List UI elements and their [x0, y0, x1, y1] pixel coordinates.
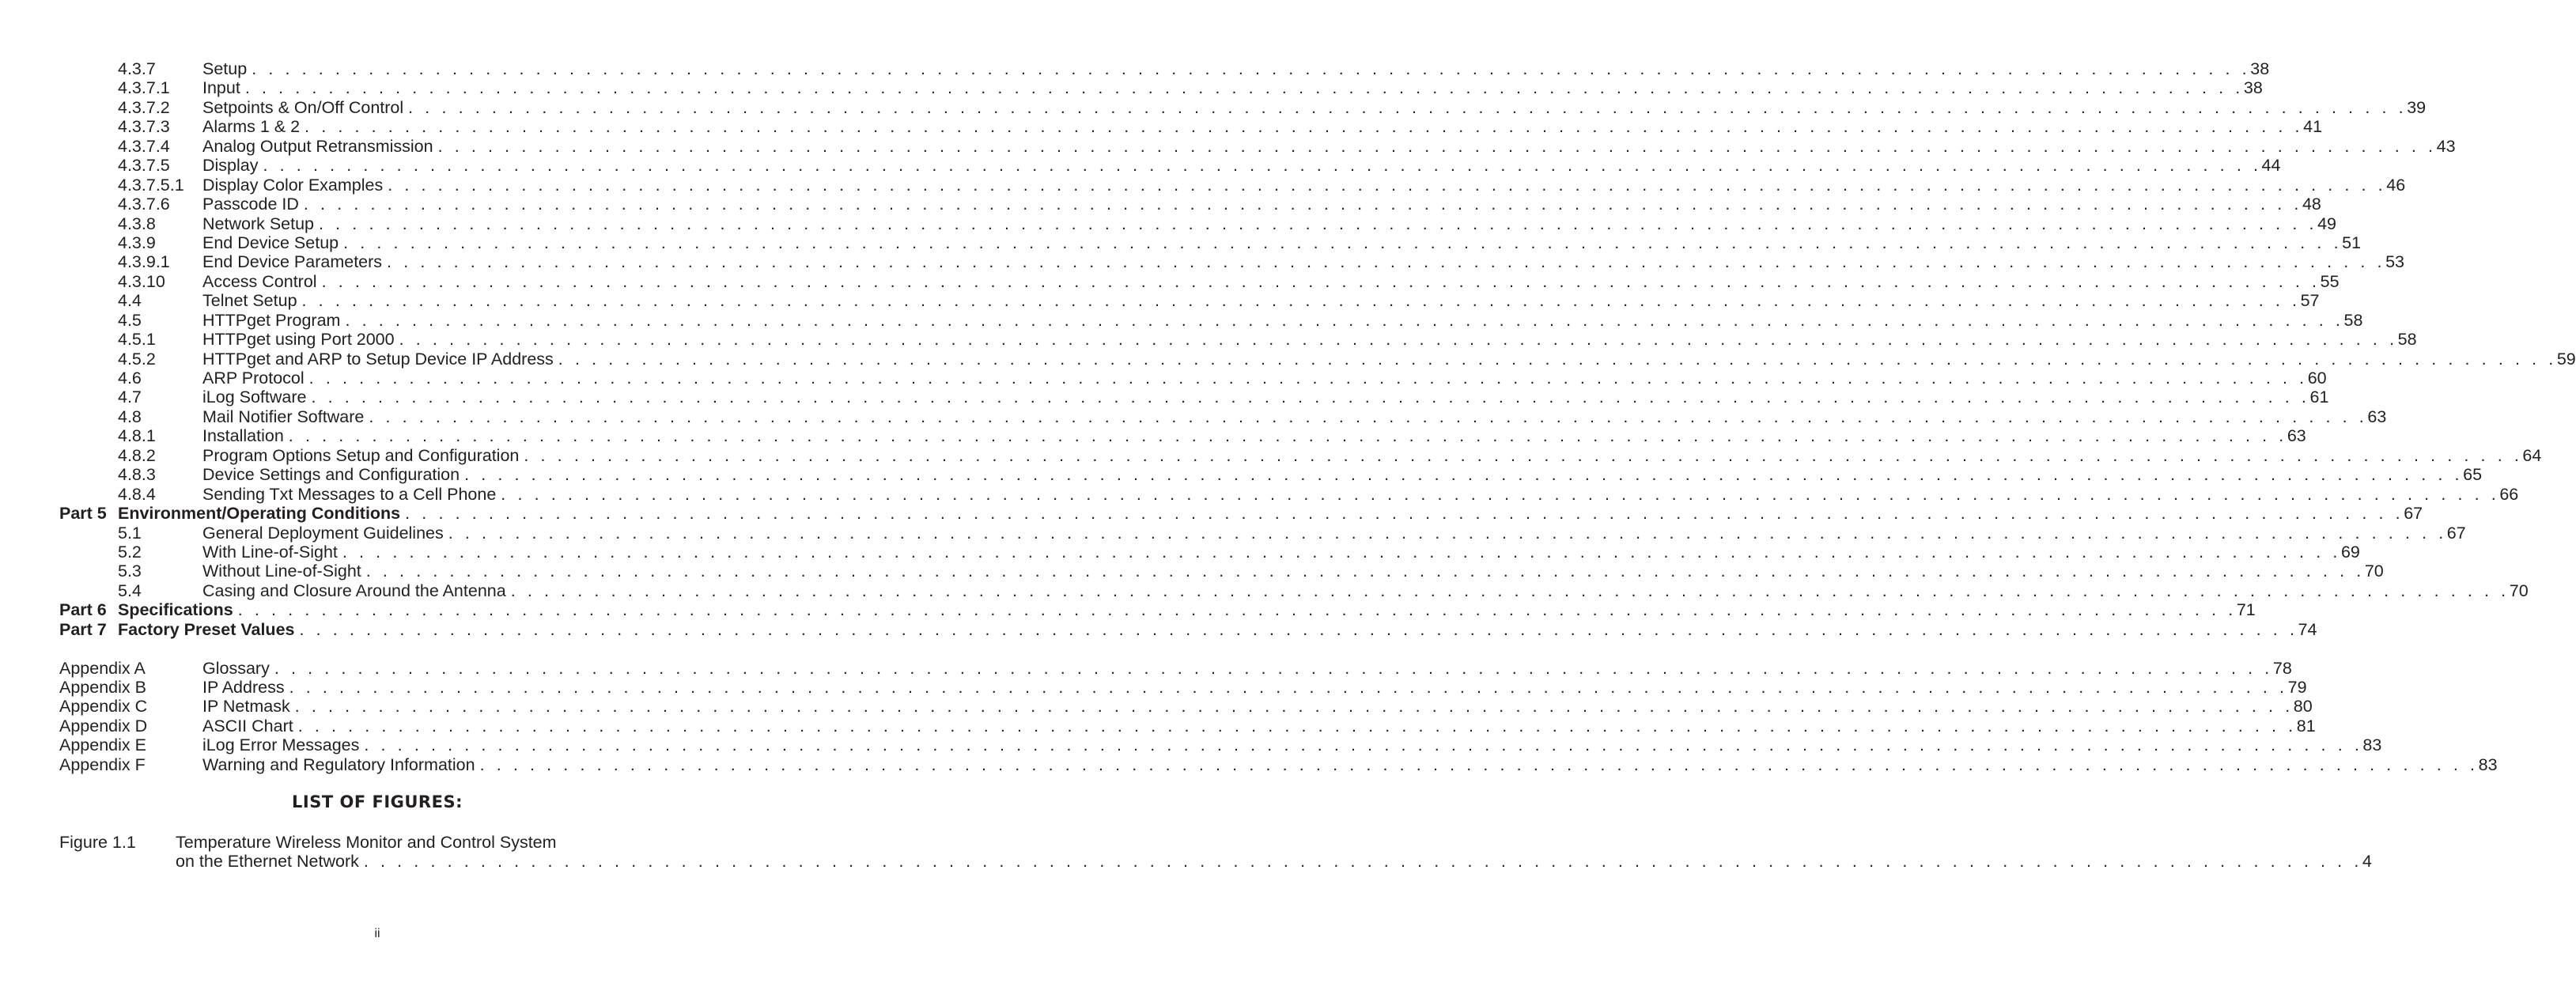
toc-entry-page: 61 — [2309, 388, 2329, 407]
figure-title-continued: on the Ethernet Network — [176, 852, 359, 872]
toc-entry-page: 83 — [2362, 736, 2382, 755]
figure-page: 4 — [2362, 852, 2372, 872]
toc-entry-title: Specifications — [118, 600, 233, 620]
toc-entry-number: 4.5.2 — [118, 349, 156, 369]
toc-entry-number: 4.3.10 — [118, 271, 165, 291]
toc-entry-number: 5.2 — [118, 542, 142, 562]
toc-entry-title: Casing and Closure Around the Antenna — [202, 580, 506, 600]
toc-entry-number: 4.3.7.2 — [118, 97, 170, 117]
toc-entry — [0, 369, 2327, 388]
toc-entry-line — [202, 136, 2456, 156]
toc-entry-line — [202, 291, 2320, 311]
toc-entry-number: 4.3.7 — [118, 59, 156, 78]
toc-entry-line — [202, 59, 2270, 78]
toc-entry-page: 70 — [2364, 562, 2384, 581]
toc-entry-page: 67 — [2446, 523, 2466, 543]
toc-entry — [0, 562, 2384, 581]
toc-entry — [0, 580, 2529, 600]
dot-leader: . . . . . . . . . . . . . . . . . . . . . . . . . . . . . . . . . . . . . . . . . . . . . . . . . . . . . . . . . . . . . . . . . . . . . . . . . . . . . . . . . . . . . . . . . . . . . . . . . . . . . . . . . . . . . . . . . . . . . . . . — [464, 465, 2464, 485]
toc-entry — [0, 214, 2336, 233]
dot-leader: . . . . . . . . . . . . . . . . . . . . . . . . . . . . . . . . . . . . . . . . . . . . . . . . . . . . . . . . . . . . . . . . . . . . . . . . . . . . . . . . . . . . . . . . . . . . . . . . . . . . . . . . . . . . . . . . . . . . . . . . — [303, 195, 2302, 214]
toc-entry — [0, 754, 2498, 774]
toc-entry-number: 5.4 — [118, 580, 142, 600]
toc-entry-page: 64 — [2522, 445, 2542, 465]
toc-entry-title: General Deployment Guidelines — [202, 523, 444, 543]
dot-leader: . . . . . . . . . . . . . . . . . . . . . . . . . . . . . . . . . . . . . . . . . . . . . . . . . . . . . . . . . . . . . . . . . . . . . . . . . . . . . . . . . . . . . . . . . . . . . . . . . . . . . . . . . . . . . . . . . . . . . . . . — [311, 388, 2310, 407]
toc-entry-page: 57 — [2300, 291, 2320, 311]
toc-entry-line — [202, 580, 2529, 600]
toc-entry-line — [202, 562, 2384, 581]
dot-leader: . . . . . . . . . . . . . . . . . . . . . . . . . . . . . . . . . . . . . . . . . . . . . . . . . . . . . . . . . . . . . . . . . . . . . . . . . . . . . . . . . . . . . . . . . . . . . . . . . . . . . . . . . . . . . . . . . . . . . . . . — [297, 716, 2297, 736]
toc-entry-title: Setup — [202, 59, 248, 78]
toc-entry — [0, 271, 2340, 291]
toc-entry-line — [202, 754, 2498, 774]
dot-leader: . . . . . . . . . . . . . . . . . . . . . . . . . . . . . . . . . . . . . . . . . . . . . . . . . . . . . . . . . . . . . . . . . . . . . . . . . . . . . . . . . . . . . . . . . . . . . . . . . . . . . . . . . . . . . . . . . . . . . . . . — [405, 504, 2404, 524]
dot-leader: . . . . . . . . . . . . . . . . . . . . . . . . . . . . . . . . . . . . . . . . . . . . . . . . . . . . . . . . . . . . . . . . . . . . . . . . . . . . . . . . . . . . . . . . . . . . . . . . . . . . . . . . . . . . . . . . . . . . . . . . — [363, 852, 2362, 872]
toc-entry-line — [202, 175, 2406, 195]
dot-leader: . . . . . . . . . . . . . . . . . . . . . . . . . . . . . . . . . . . . . . . . . . . . . . . . . . . . . . . . . . . . . . . . . . . . . . . . . . . . . . . . . . . . . . . . . . . . . . . . . . . . . . . . . . . . . . . . . . . . . . . . — [319, 214, 2318, 233]
toc-entry-line — [202, 271, 2340, 291]
dot-leader: . . . . . . . . . . . . . . . . . . . . . . . . . . . . . . . . . . . . . . . . . . . . . . . . . . . . . . . . . . . . . . . . . . . . . . . . . . . . . . . . . . . . . . . . . . . . . . . . . . . . . . . . . . . . . . . . . . . . . . . . — [345, 310, 2344, 330]
toc-entry-line — [202, 97, 2427, 117]
list-of-figures-heading: LIST OF FIGURES: — [292, 792, 463, 811]
toc-spacer — [0, 639, 755, 658]
toc-entry — [0, 59, 2270, 78]
toc-entry-line — [202, 369, 2327, 388]
toc-entry — [0, 136, 2456, 156]
toc-entry-number: 5.1 — [118, 523, 142, 543]
toc-entry-page: 46 — [2386, 175, 2406, 195]
toc-entry — [0, 523, 2466, 543]
dot-leader: . . . . . . . . . . . . . . . . . . . . . . . . . . . . . . . . . . . . . . . . . . . . . . . . . . . . . . . . . . . . . . . . . . . . . . . . . . . . . . . . . . . . . . . . . . . . . . . . . . . . . . . . . . . . . . . . . . . . . . . . — [274, 658, 2273, 678]
dot-leader: . . . . . . . . . . . . . . . . . . . . . . . . . . . . . . . . . . . . . . . . . . . . . . . . . . . . . . . . . . . . . . . . . . . . . . . . . . . . . . . . . . . . . . . . . . . . . . . . . . . . . . . . . . . . . . . . . . . . . . . . — [369, 407, 2368, 426]
toc-entry-title: Passcode ID — [202, 195, 299, 214]
figure-entry-line — [176, 852, 2372, 872]
toc-entry-title: Warning and Regulatory Information — [202, 754, 475, 774]
dot-leader: . . . . . . . . . . . . . . . . . . . . . . . . . . . . . . . . . . . . . . . . . . . . . . . . . . . . . . . . . . . . . . . . . . . . . . . . . . . . . . . . . . . . . . . . . . . . . . . . . . . . . . . . . . . . . . . . . . . . . . . . — [364, 736, 2363, 755]
toc-entry-page: 55 — [2320, 271, 2340, 291]
dot-leader: . . . . . . . . . . . . . . . . . . . . . . . . . . . . . . . . . . . . . . . . . . . . . . . . . . . . . . . . . . . . . . . . . . . . . . . . . . . . . . . . . . . . . . . . . . . . . . . . . . . . . . . . . . . . . . . . . . . . . . . . — [263, 156, 2262, 176]
toc-entry-title: Display Color Examples — [202, 175, 384, 195]
dot-leader: . . . . . . . . . . . . . . . . . . . . . . . . . . . . . . . . . . . . . . . . . . . . . . . . . . . . . . . . . . . . . . . . . . . . . . . . . . . . . . . . . . . . . . . . . . . . . . . . . . . . . . . . . . . . . . . . . . . . . . . . — [299, 619, 2298, 639]
toc-entry-number: 4.3.7.6 — [118, 195, 170, 214]
dot-leader: . . . . . . . . . . . . . . . . . . . . . . . . . . . . . . . . . . . . . . . . . . . . . . . . . . . . . . . . . . . . . . . . . . . . . . . . . . . . . . . . . . . . . . . . . . . . . . . . . . . . . . . . . . . . . . . . . . . . . . . . — [294, 697, 2294, 717]
toc-entry-title: ASCII Chart — [202, 716, 293, 736]
toc-entry-number: 4.8.1 — [118, 426, 156, 446]
toc-entry-title: iLog Error Messages — [202, 736, 360, 755]
toc-entry-page: 81 — [2296, 716, 2316, 736]
toc-entry-number: Appendix D — [59, 716, 148, 736]
toc-entry-page: 58 — [2343, 310, 2363, 330]
toc-entry-number: 4.8.4 — [118, 484, 156, 504]
toc-entry-line — [202, 156, 2281, 176]
toc-entry-page: 80 — [2293, 697, 2313, 717]
toc-entry-title: ARP Protocol — [202, 369, 305, 388]
toc-entry-line — [202, 426, 2306, 446]
dot-leader: . . . . . . . . . . . . . . . . . . . . . . . . . . . . . . . . . . . . . . . . . . . . . . . . . . . . . . . . . . . . . . . . . . . . . . . . . . . . . . . . . . . . . . . . . . . . . . . . . . . . . . . . . . . . . . . . . . . . . . . . — [510, 580, 2510, 600]
toc-entry-page: 44 — [2261, 156, 2281, 176]
toc-entry-title: Setpoints & On/Off Control — [202, 97, 404, 117]
toc-entry — [0, 678, 2307, 697]
toc-entry — [0, 619, 2317, 639]
toc-entry-line — [202, 330, 2417, 350]
toc-entry-title: HTTPget and ARP to Setup Device IP Address — [202, 349, 554, 369]
toc-entry-page: 48 — [2302, 195, 2321, 214]
toc-entry — [0, 156, 2281, 176]
toc-entry-line — [202, 523, 2466, 543]
toc-entry-line — [202, 78, 2263, 98]
toc-entry-number: 4.4 — [118, 291, 142, 311]
toc-entry-page: 67 — [2404, 504, 2423, 524]
toc-entry-page: 60 — [2307, 369, 2327, 388]
toc-entry-line — [202, 388, 2329, 407]
toc-entry — [0, 504, 2423, 524]
toc-entry-page: 58 — [2397, 330, 2417, 350]
toc-entry-title: Device Settings and Configuration — [202, 465, 460, 485]
toc-entry — [0, 195, 2321, 214]
toc-entry — [0, 252, 2405, 272]
dot-leader: . . . . . . . . . . . . . . . . . . . . . . . . . . . . . . . . . . . . . . . . . . . . . . . . . . . . . . . . . . . . . . . . . . . . . . . . . . . . . . . . . . . . . . . . . . . . . . . . . . . . . . . . . . . . . . . . . . . . . . . . — [237, 600, 2237, 620]
toc-entry-line — [118, 504, 2423, 524]
toc-entry-line — [202, 542, 2360, 562]
figure-entry-continued — [0, 852, 2372, 872]
toc-entry-line — [202, 349, 2576, 369]
toc-entry-page: 83 — [2478, 754, 2498, 774]
toc-entry-title: Program Options Setup and Configuration — [202, 445, 520, 465]
dot-leader: . . . . . . . . . . . . . . . . . . . . . . . . . . . . . . . . . . . . . . . . . . . . . . . . . . . . . . . . . . . . . . . . . . . . . . . . . . . . . . . . . . . . . . . . . . . . . . . . . . . . . . . . . . . . . . . . . . . . . . . . — [252, 59, 2251, 78]
toc-entry — [0, 542, 2360, 562]
toc-entry — [0, 388, 2329, 407]
toc-entry-number: Appendix C — [59, 697, 148, 717]
toc-entry-title: Glossary — [202, 658, 270, 678]
dot-leader: . . . . . . . . . . . . . . . . . . . . . . . . . . . . . . . . . . . . . . . . . . . . . . . . . . . . . . . . . . . . . . . . . . . . . . . . . . . . . . . . . . . . . . . . . . . . . . . . . . . . . . . . . . . . . . . . . . . . . . . . — [289, 678, 2288, 697]
dot-leader: . . . . . . . . . . . . . . . . . . . . . . . . . . . . . . . . . . . . . . . . . . . . . . . . . . . . . . . . . . . . . . . . . . . . . . . . . . . . . . . . . . . . . . . . . . . . . . . . . . . . . . . . . . . . . . . . . . . . . . . . — [301, 291, 2301, 311]
toc-entry-number: 4.3.9 — [118, 233, 156, 252]
toc-entry-number: 4.3.7.5.1 — [118, 175, 184, 195]
toc-entry-page: 79 — [2287, 678, 2307, 697]
toc-entry-number: Part 6 — [59, 600, 107, 620]
toc-entry-title: Telnet Setup — [202, 291, 297, 311]
toc-entry-line — [202, 117, 2323, 137]
toc-entry-line — [202, 658, 2292, 678]
figure-entry — [0, 833, 755, 852]
toc-entry-number: 4.8 — [118, 407, 142, 426]
toc-entry-title: Mail Notifier Software — [202, 407, 365, 426]
toc-entry-number: 5.3 — [118, 562, 142, 581]
toc-entry — [0, 716, 2316, 736]
toc-entry-page: 38 — [2243, 78, 2263, 98]
table-of-contents — [0, 59, 2576, 774]
toc-entry-page: 41 — [2303, 117, 2323, 137]
toc-entry — [0, 484, 2519, 504]
dot-leader: . . . . . . . . . . . . . . . . . . . . . . . . . . . . . . . . . . . . . . . . . . . . . . . . . . . . . . . . . . . . . . . . . . . . . . . . . . . . . . . . . . . . . . . . . . . . . . . . . . . . . . . . . . . . . . . . . . . . . . . . — [437, 136, 2437, 156]
toc-entry-number: Appendix A — [59, 658, 146, 678]
toc-entry — [0, 97, 2427, 117]
toc-entry — [0, 445, 2542, 465]
toc-entry-line — [118, 619, 2317, 639]
toc-entry — [0, 117, 2323, 137]
toc-entry-title: Network Setup — [202, 214, 315, 233]
toc-entry-line — [118, 600, 2256, 620]
list-of-figures — [0, 833, 2372, 872]
toc-entry-page: 43 — [2436, 136, 2456, 156]
toc-entry-page: 69 — [2340, 542, 2360, 562]
toc-entry-title: HTTPget Program — [202, 310, 341, 330]
toc-entry-title: Installation — [202, 426, 284, 446]
toc-entry-line — [202, 252, 2405, 272]
toc-entry-title: Analog Output Retransmission — [202, 136, 433, 156]
toc-entry-line — [202, 716, 2316, 736]
toc-entry-number: 4.3.8 — [118, 214, 156, 233]
toc-entry-line — [202, 678, 2307, 697]
toc-entry-title: IP Netmask — [202, 697, 290, 717]
toc-entry-line — [202, 195, 2321, 214]
toc-entry-number: 4.5.1 — [118, 330, 156, 350]
toc-entry-page: 59 — [2556, 349, 2576, 369]
toc-entry-line — [202, 233, 2362, 252]
toc-entry-page: 63 — [2367, 407, 2387, 426]
dot-leader: . . . . . . . . . . . . . . . . . . . . . . . . . . . . . . . . . . . . . . . . . . . . . . . . . . . . . . . . . . . . . . . . . . . . . . . . . . . . . . . . . . . . . . . . . . . . . . . . . . . . . . . . . . . . . . . . . . . . . . . . — [479, 754, 2479, 774]
dot-leader: . . . . . . . . . . . . . . . . . . . . . . . . . . . . . . . . . . . . . . . . . . . . . . . . . . . . . . . . . . . . . . . . . . . . . . . . . . . . . . . . . . . . . . . . . . . . . . . . . . . . . . . . . . . . . . . . . . . . . . . . — [321, 271, 2321, 291]
dot-leader: . . . . . . . . . . . . . . . . . . . . . . . . . . . . . . . . . . . . . . . . . . . . . . . . . . . . . . . . . . . . . . . . . . . . . . . . . . . . . . . . . . . . . . . . . . . . . . . . . . . . . . . . . . . . . . . . . . . . . . . . — [387, 252, 2386, 272]
toc-entry-number: 4.3.7.5 — [118, 156, 170, 176]
dot-leader: . . . . . . . . . . . . . . . . . . . . . . . . . . . . . . . . . . . . . . . . . . . . . . . . . . . . . . . . . . . . . . . . . . . . . . . . . . . . . . . . . . . . . . . . . . . . . . . . . . . . . . . . . . . . . . . . . . . . . . . . — [365, 562, 2365, 581]
toc-entry-number: 4.7 — [118, 388, 142, 407]
dot-leader: . . . . . . . . . . . . . . . . . . . . . . . . . . . . . . . . . . . . . . . . . . . . . . . . . . . . . . . . . . . . . . . . . . . . . . . . . . . . . . . . . . . . . . . . . . . . . . . . . . . . . . . . . . . . . . . . . . . . . . . . — [524, 445, 2523, 465]
toc-entry-number: 4.3.9.1 — [118, 252, 170, 272]
toc-entry — [0, 310, 2363, 330]
figure-title: Temperature Wireless Monitor and Control System — [176, 833, 557, 852]
toc-entry-title: Factory Preset Values — [118, 619, 295, 639]
toc-entry-page: 74 — [2298, 619, 2317, 639]
toc-entry-number: 4.8.3 — [118, 465, 156, 485]
toc-entry-page: 39 — [2407, 97, 2427, 117]
toc-entry — [0, 426, 2306, 446]
toc-entry-line — [202, 697, 2313, 717]
toc-entry-number: Appendix E — [59, 736, 146, 755]
toc-entry-page: 63 — [2287, 426, 2306, 446]
toc-entry — [0, 175, 2406, 195]
toc-entry-line — [202, 736, 2382, 755]
toc-entry-number: 4.6 — [118, 369, 142, 388]
toc-entry-title: Access Control — [202, 271, 317, 291]
dot-leader: . . . . . . . . . . . . . . . . . . . . . . . . . . . . . . . . . . . . . . . . . . . . . . . . . . . . . . . . . . . . . . . . . . . . . . . . . . . . . . . . . . . . . . . . . . . . . . . . . . . . . . . . . . . . . . . . . . . . . . . . — [388, 175, 2387, 195]
dot-leader: . . . . . . . . . . . . . . . . . . . . . . . . . . . . . . . . . . . . . . . . . . . . . . . . . . . . . . . . . . . . . . . . . . . . . . . . . . . . . . . . . . . . . . . . . . . . . . . . . . . . . . . . . . . . . . . . . . . . . . . . — [288, 426, 2287, 446]
toc-entry-line — [202, 407, 2387, 426]
toc-entry-line — [202, 465, 2483, 485]
toc-entry-title: Sending Txt Messages to a Cell Phone — [202, 484, 497, 504]
toc-entry — [0, 78, 2263, 98]
toc-entry-page: 78 — [2272, 658, 2292, 678]
dot-leader: . . . . . . . . . . . . . . . . . . . . . . . . . . . . . . . . . . . . . . . . . . . . . . . . . . . . . . . . . . . . . . . . . . . . . . . . . . . . . . . . . . . . . . . . . . . . . . . . . . . . . . . . . . . . . . . . . . . . . . . . — [244, 78, 2244, 98]
toc-entry-number: 4.3.7.1 — [118, 78, 170, 98]
dot-leader: . . . . . . . . . . . . . . . . . . . . . . . . . . . . . . . . . . . . . . . . . . . . . . . . . . . . . . . . . . . . . . . . . . . . . . . . . . . . . . . . . . . . . . . . . . . . . . . . . . . . . . . . . . . . . . . . . . . . . . . . — [448, 523, 2447, 543]
toc-entry-title: With Line-of-Sight — [202, 542, 338, 562]
toc-entry-number: 4.3.7.4 — [118, 136, 170, 156]
toc-entry — [0, 600, 2256, 620]
toc-entry — [0, 658, 2292, 678]
toc-entry-page: 38 — [2250, 59, 2270, 78]
toc-entry-title: Display — [202, 156, 259, 176]
toc-entry — [0, 233, 2362, 252]
dot-leader: . . . . . . . . . . . . . . . . . . . . . . . . . . . . . . . . . . . . . . . . . . . . . . . . . . . . . . . . . . . . . . . . . . . . . . . . . . . . . . . . . . . . . . . . . . . . . . . . . . . . . . . . . . . . . . . . . . . . . . . . — [342, 542, 2341, 562]
toc-entry-number: 4.3.7.3 — [118, 117, 170, 137]
dot-leader: . . . . . . . . . . . . . . . . . . . . . . . . . . . . . . . . . . . . . . . . . . . . . . . . . . . . . . . . . . . . . . . . . . . . . . . . . . . . . . . . . . . . . . . . . . . . . . . . . . . . . . . . . . . . . . . . . . . . . . . . — [305, 117, 2304, 137]
dot-leader: . . . . . . . . . . . . . . . . . . . . . . . . . . . . . . . . . . . . . . . . . . . . . . . . . . . . . . . . . . . . . . . . . . . . . . . . . . . . . . . . . . . . . . . . . . . . . . . . . . . . . . . . . . . . . . . . . . . . . . . . — [408, 97, 2408, 117]
toc-entry-line — [202, 445, 2542, 465]
toc-entry-title: HTTPget using Port 2000 — [202, 330, 395, 350]
toc-entry-page: 66 — [2499, 484, 2519, 504]
toc-entry-title: Input — [202, 78, 240, 98]
toc-entry-number: 4.8.2 — [118, 445, 156, 465]
dot-leader: . . . . . . . . . . . . . . . . . . . . . . . . . . . . . . . . . . . . . . . . . . . . . . . . . . . . . . . . . . . . . . . . . . . . . . . . . . . . . . . . . . . . . . . . . . . . . . . . . . . . . . . . . . . . . . . . . . . . . . . . — [399, 330, 2398, 350]
toc-entry-line — [202, 310, 2363, 330]
toc-entry-page: 49 — [2317, 214, 2336, 233]
toc-entry — [0, 407, 2387, 426]
toc-entry — [0, 697, 2313, 717]
toc-entry-page: 51 — [2342, 233, 2362, 252]
dot-leader: . . . . . . . . . . . . . . . . . . . . . . . . . . . . . . . . . . . . . . . . . . . . . . . . . . . . . . . . . . . . . . . . . . . . . . . . . . . . . . . . . . . . . . . . . . . . . . . . . . . . . . . . . . . . . . . . . . . . . . . . — [501, 484, 2500, 504]
toc-entry-number: Part 7 — [59, 619, 107, 639]
figure-number: Figure 1.1 — [59, 833, 136, 852]
toc-entry-page: 71 — [2236, 600, 2256, 620]
toc-entry-number: Appendix F — [59, 754, 146, 774]
toc-entry — [0, 291, 2320, 311]
toc-entry-title: Without Line-of-Sight — [202, 562, 361, 581]
toc-entry-page: 65 — [2463, 465, 2483, 485]
toc-entry-title: iLog Software — [202, 388, 307, 407]
toc-entry — [0, 330, 2417, 350]
toc-entry-title: End Device Setup — [202, 233, 339, 252]
page-number: ii — [374, 927, 380, 940]
toc-entry — [0, 465, 2483, 485]
toc-entry-number: Appendix B — [59, 678, 146, 697]
toc-entry-number: 4.5 — [118, 310, 142, 330]
toc-entry — [0, 349, 2576, 369]
toc-entry-number: Part 5 — [59, 504, 107, 524]
dot-leader: . . . . . . . . . . . . . . . . . . . . . . . . . . . . . . . . . . . . . . . . . . . . . . . . . . . . . . . . . . . . . . . . . . . . . . . . . . . . . . . . . . . . . . . . . . . . . . . . . . . . . . . . . . . . . . . . . . . . . . . . — [558, 349, 2557, 369]
dot-leader: . . . . . . . . . . . . . . . . . . . . . . . . . . . . . . . . . . . . . . . . . . . . . . . . . . . . . . . . . . . . . . . . . . . . . . . . . . . . . . . . . . . . . . . . . . . . . . . . . . . . . . . . . . . . . . . . . . . . . . . . — [308, 369, 2308, 388]
toc-entry-title: End Device Parameters — [202, 252, 383, 272]
toc-entry-title: Alarms 1 & 2 — [202, 117, 301, 137]
toc-entry-title: Environment/Operating Conditions — [118, 504, 401, 524]
toc-entry-line — [202, 484, 2519, 504]
toc-entry-title: IP Address — [202, 678, 285, 697]
toc-entry — [0, 736, 2382, 755]
toc-entry-line — [202, 214, 2336, 233]
dot-leader: . . . . . . . . . . . . . . . . . . . . . . . . . . . . . . . . . . . . . . . . . . . . . . . . . . . . . . . . . . . . . . . . . . . . . . . . . . . . . . . . . . . . . . . . . . . . . . . . . . . . . . . . . . . . . . . . . . . . . . . . — [343, 233, 2343, 252]
toc-entry-page: 53 — [2385, 252, 2405, 272]
toc-entry-page: 70 — [2509, 580, 2529, 600]
